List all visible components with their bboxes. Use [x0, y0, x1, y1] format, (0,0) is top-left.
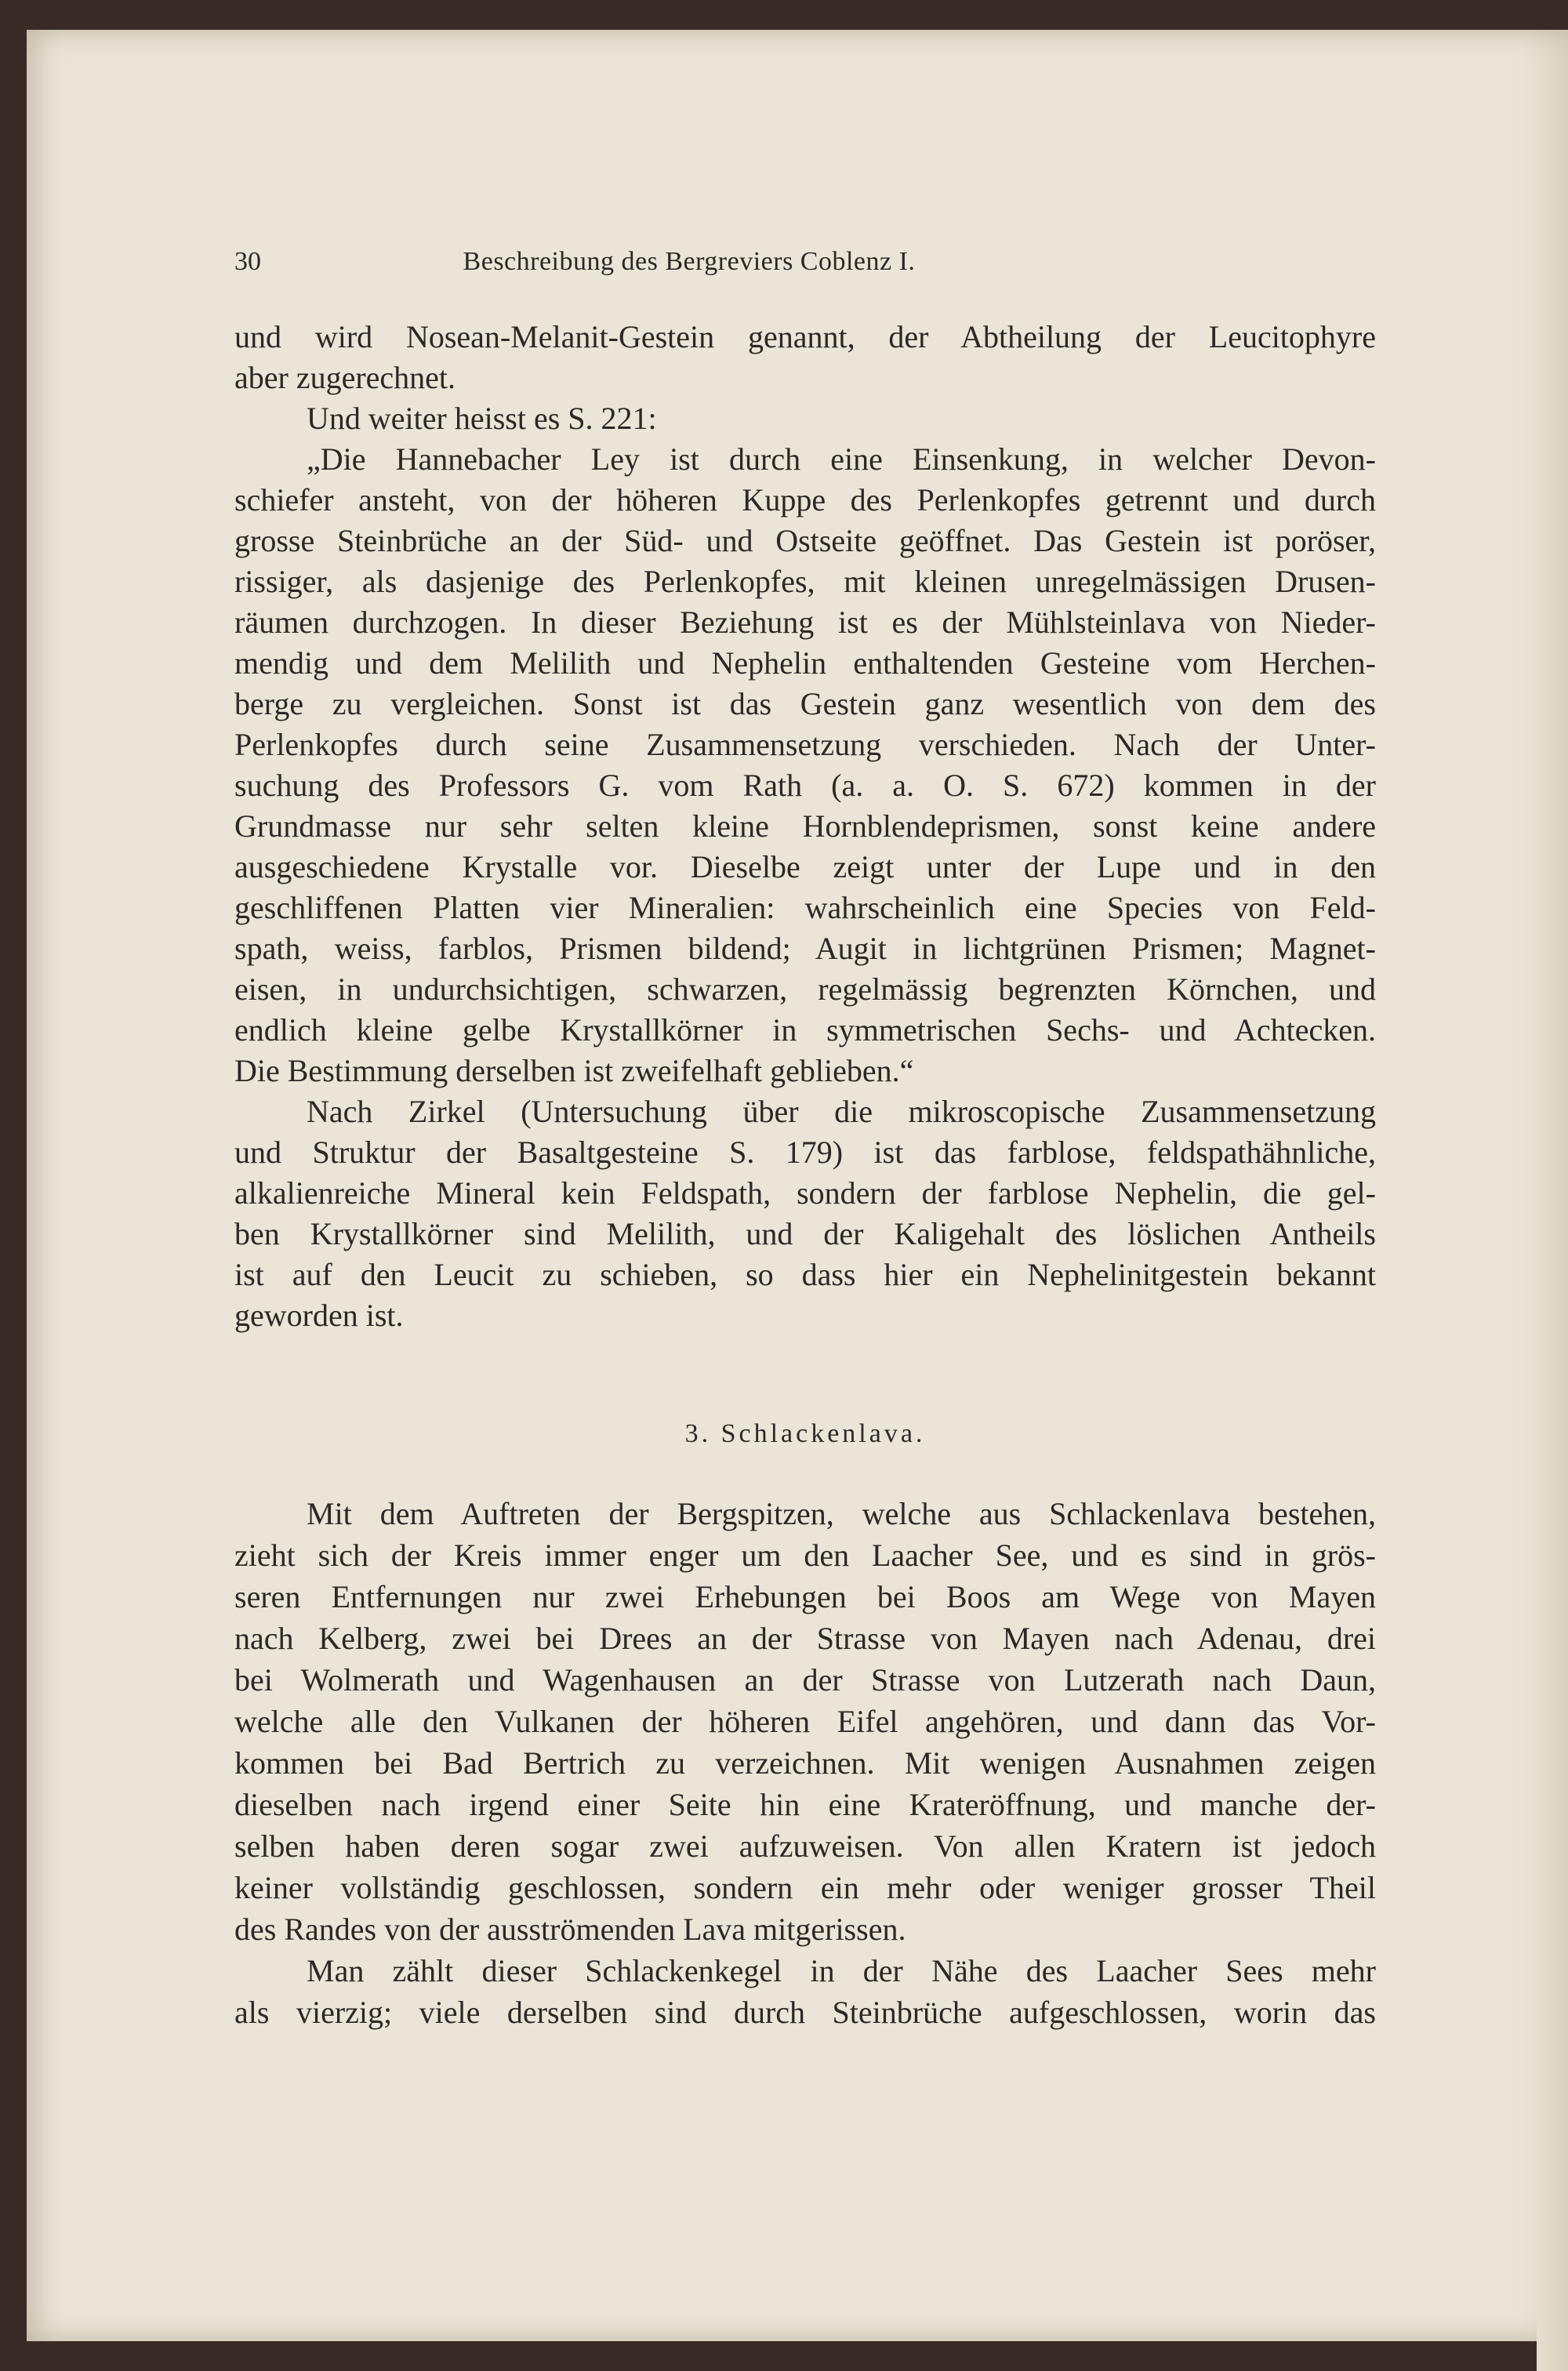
text-line: seren Entfernungen nur zwei Erhebungen bei Boos am Wege von Mayen: [234, 1579, 1376, 1614]
page-edges: [1537, 60, 1568, 2371]
text-line: ben Krystallkörner sind Melilith, und der Kaligehalt des löslichen Antheils: [234, 1216, 1376, 1251]
text-line: Mit dem Auftreten der Bergspitzen, welche aus Schlackenlava bestehen,: [307, 1496, 1376, 1531]
text-line: des Randes von der ausströmenden Lava mitgerissen.: [234, 1912, 906, 1947]
text-line: ist auf den Leucit zu schieben, so dass hier ein Nephelinitgestein bekannt: [234, 1257, 1376, 1292]
text-line: schiefer ansteht, von der höheren Kuppe des Perlenkopfes getrennt und durch: [234, 482, 1376, 517]
text-line: keiner vollständig geschlossen, sondern ein mehr oder weniger grosser Theil: [234, 1870, 1376, 1905]
text-line: suchung des Professors G. vom Rath (a. a. O. S. 672) kommen in der: [234, 768, 1376, 803]
text-line: und wird Nosean-Melanit-Gestein genannt, der Abtheilung der Leucitophyre: [234, 319, 1376, 354]
section-1-body: [234, 317, 1376, 1336]
paragraph: [234, 439, 1376, 1091]
text-line: Perlenkopfes durch seine Zusammensetzung verschieden. Nach der Unter-: [234, 727, 1376, 762]
running-title: Beschreibung des Bergreviers Coblenz I.: [463, 247, 916, 276]
text-line: eisen, in undurchsichtigen, schwarzen, regelmässig begrenzten Körnchen, und: [234, 971, 1376, 1007]
text-line: aber zugerechnet.: [234, 360, 456, 395]
text-line: selben haben deren sogar zwei aufzuweisen. Von allen Kratern ist jedoch: [234, 1828, 1376, 1864]
paragraph: [234, 1950, 1376, 2033]
section-heading: 3. Schlackenlava.: [684, 1419, 926, 1448]
text-line: ausgeschiedene Krystalle vor. Dieselbe zeigt unter der Lupe und in den: [234, 849, 1376, 884]
text-line: spath, weiss, farblos, Prismen bildend; Augit in lichtgrünen Prismen; Magnet-: [234, 931, 1376, 966]
text-line: „Die Hannebacher Ley ist durch eine Einsenkung, in welcher Devon-: [307, 441, 1376, 477]
text-line: alkalienreiche Mineral kein Feldspath, sondern der farblose Nephelin, die gel-: [234, 1175, 1376, 1211]
section-2-body: [234, 1493, 1376, 2033]
text-line: welche alle den Vulkanen der höheren Eifel angehören, und dann das Vor-: [234, 1704, 1376, 1739]
text-line: kommen bei Bad Bertrich zu verzeichnen. Mit wenigen Ausnahmen zeigen: [234, 1745, 1376, 1781]
text-line: grosse Steinbrüche an der Süd- und Ostseite geöffnet. Das Gestein ist poröser,: [234, 523, 1376, 558]
text-line: dieselben nach irgend einer Seite hin eine Krateröffnung, und manche der-: [234, 1787, 1376, 1822]
text-line: Nach Zirkel (Untersuchung über die mikroscopische Zusammensetzung: [307, 1094, 1376, 1129]
page-number: 30: [234, 247, 261, 276]
text-line: geschliffenen Platten vier Mineralien: wahrscheinlich eine Species von Feld-: [234, 890, 1376, 925]
text-line: mendig und dem Melilith und Nephelin enthaltenden Gesteine vom Herchen-: [234, 645, 1376, 681]
text-line: räumen durchzogen. In dieser Beziehung ist es der Mühlsteinlava von Nieder-: [234, 605, 1376, 640]
paragraph: [234, 1091, 1376, 1336]
running-header: [234, 247, 1081, 277]
text-line: als vierzig; viele derselben sind durch Steinbrüche aufgeschlossen, worin das: [234, 1995, 1376, 2030]
text-line: Grundmasse nur sehr selten kleine Hornblendeprismen, sonst keine andere: [234, 808, 1376, 844]
paragraph: [234, 1493, 1376, 1950]
text-line: bei Wolmerath und Wagenhausen an der Strasse von Lutzerath nach Daun,: [234, 1662, 1376, 1697]
text-line: endlich kleine gelbe Krystallkörner in symmetrischen Sechs- und Achtecken.: [234, 1012, 1376, 1048]
text-line: nach Kelberg, zwei bei Drees an der Strasse von Mayen nach Adenau, drei: [234, 1621, 1376, 1656]
text-line: berge zu vergleichen. Sonst ist das Gestein ganz wesentlich von dem des: [234, 686, 1376, 721]
text-line: Die Bestimmung derselben ist zweifelhaft geblieben.“: [234, 1053, 914, 1088]
text-line: und Struktur der Basaltgesteine S. 179) ist das farblose, feldspathähnliche,: [234, 1135, 1376, 1170]
text-line: Und weiter heisst es S. 221:: [307, 401, 657, 436]
paragraph: [234, 398, 1376, 439]
text-line: rissiger, als dasjenige des Perlenkopfes, mit kleinen unregelmässigen Drusen-: [234, 564, 1376, 599]
text-line: zieht sich der Kreis immer enger um den Laacher See, und es sind in grös-: [234, 1538, 1376, 1573]
paragraph: [234, 317, 1376, 398]
text-line: geworden ist.: [234, 1298, 404, 1333]
text-line: Man zählt dieser Schlackenkegel in der Nähe des Laacher Sees mehr: [307, 1953, 1376, 1988]
